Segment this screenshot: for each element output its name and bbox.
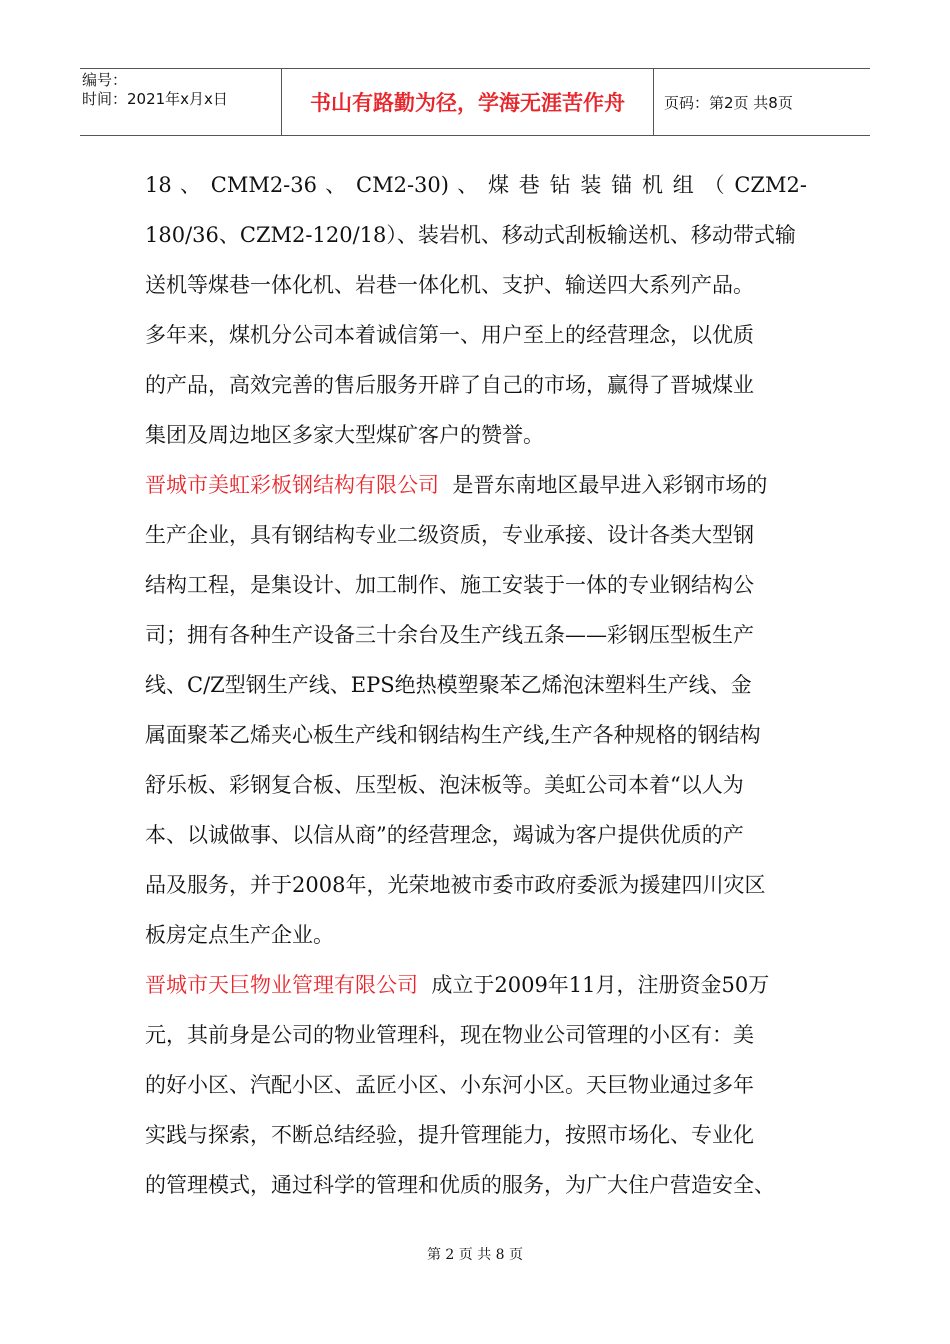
text-line: 的好小区、汽配小区、孟匠小区、小东河小区。天巨物业通过多年 <box>145 1073 754 1097</box>
text-span: 是晋东南地区最早进入彩钢市场的 <box>452 473 768 497</box>
text-line: 元，其前身是公司的物业管理科，现在物业公司管理的小区有：美 <box>145 1023 754 1047</box>
text-span: 成立于2009年11月，注册资金50万 <box>431 973 770 997</box>
header-page-info: 页码：第2页 共8页 <box>664 93 793 112</box>
text-line: 180/36、CZM2-120/18）、装岩机、移动式刮板输送机、移动带式输 <box>145 223 796 247</box>
company-name-tianju: 晋城市天巨物业管理有限公司 <box>145 973 418 997</box>
company-name-meihong: 晋城市美虹彩板钢结构有限公司 <box>145 473 439 497</box>
paragraph-meihong-steel <box>145 460 807 960</box>
paragraph-coal-machinery-reputation <box>145 310 807 460</box>
text-line <box>145 460 807 510</box>
header-meta <box>80 69 282 135</box>
text-line: 司；拥有各种生产设备三十余台及生产线五条——彩钢压型板生产 <box>145 623 754 647</box>
text-line: 品及服务，并于2008年，光荣地被市委市政府委派为援建四川灾区 <box>145 873 766 897</box>
text-line: 生产企业，具有钢结构专业二级资质，专业承接、设计各类大型钢 <box>145 523 754 547</box>
document-number-label: 编号： <box>82 71 128 89</box>
document-time-label: 时间：2021年x月x日 <box>82 90 228 108</box>
paragraph-tianju-property <box>145 960 807 1210</box>
text-line: 本、以诚做事、以信从商”的经营理念，竭诚为客户提供优质的产 <box>145 823 744 847</box>
text-line: 实践与探索，不断总结经验，提升管理能力，按照市场化、专业化 <box>145 1123 754 1147</box>
document-body <box>145 160 807 1210</box>
text-line: 属面聚苯乙烯夹心板生产线和钢结构生产线,生产各种规格的钢结构 <box>145 723 761 747</box>
text-line: 舒乐板、彩钢复合板、压型板、泡沫板等。美虹公司本着“以人为 <box>145 773 744 797</box>
text-line: 板房定点生产企业。 <box>145 923 334 947</box>
text-line: 的产品，高效完善的售后服务开辟了自己的市场，赢得了晋城煤业 <box>145 373 754 397</box>
text-line: 线、C/Z型钢生产线、EPS绝热模塑聚苯乙烯泡沫塑料生产线、金 <box>145 673 752 697</box>
text-line: 18 、 CMM2-36 、 CM2-30) 、 煤 巷 钻 装 锚 机 组 （ CZM2- <box>145 173 807 197</box>
text-line: 集团及周边地区多家大型煤矿客户的赞誉。 <box>145 423 544 447</box>
page-footer: 第 2 页 共 8 页 <box>426 1247 524 1263</box>
paragraph-coal-machinery-products <box>145 160 807 310</box>
text-line <box>145 960 807 1010</box>
page-header <box>80 68 870 136</box>
text-line: 送机等煤巷一体化机、岩巷一体化机、支护、输送四大系列产品。 <box>145 273 754 297</box>
header-motto: 书山有路勤为径，学海无涯苦作舟 <box>282 69 654 135</box>
text-line: 的管理模式，通过科学的管理和优质的服务，为广大住户营造安全、 <box>145 1173 775 1197</box>
text-line: 多年来，煤机分公司本着诚信第一、用户至上的经营理念，以优质 <box>145 323 754 347</box>
text-line: 结构工程，是集设计、加工制作、施工安装于一体的专业钢结构公 <box>145 573 754 597</box>
